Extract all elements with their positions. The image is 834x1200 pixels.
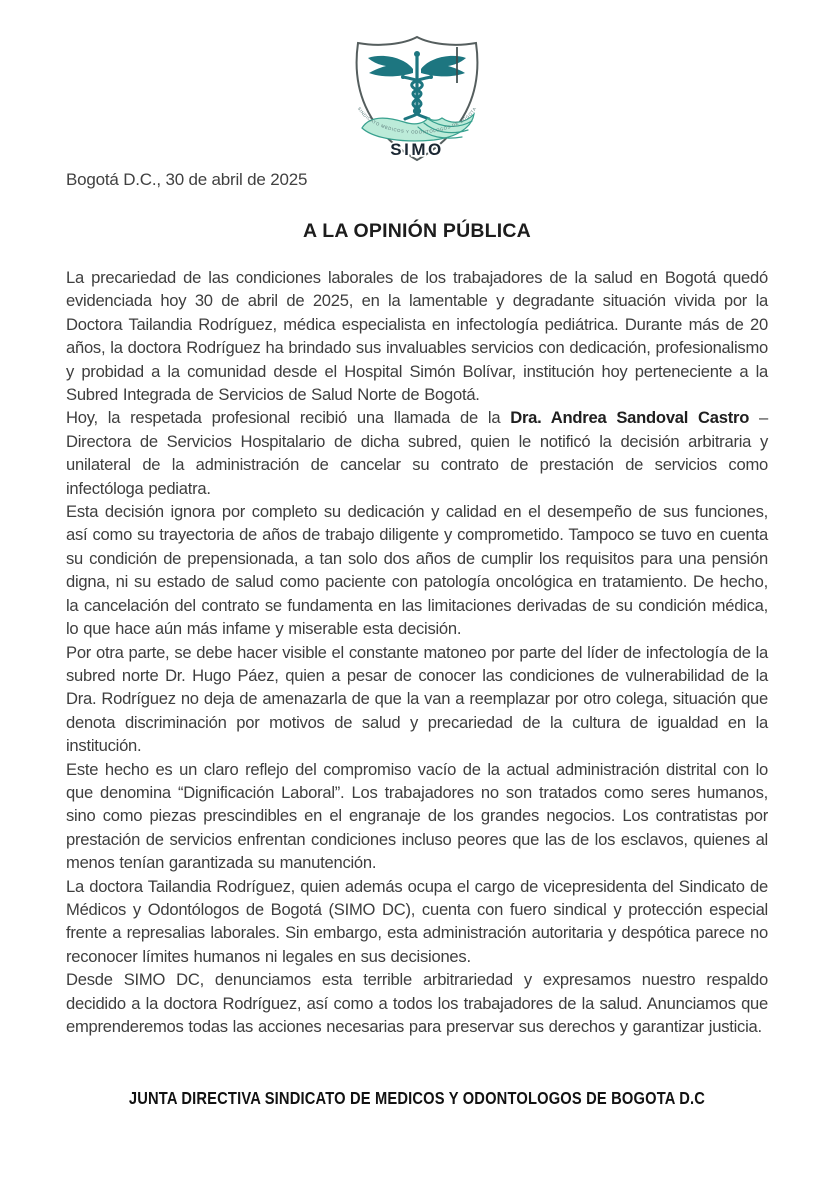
paragraph	[66, 500, 768, 640]
paragraph-text: La doctora Tailandia Rodríguez, quien además ocupa el cargo de vicepresidenta del Sindicato de Médicos y Odontólogos de Bogotá (SIMO DC), cuenta con fuero sindical y protección especial frente a represalias laborales. Sin embargo, esta administración autoritaria y despótica parece no reconocer límites humanos ni legales en sus decisiones.	[66, 876, 768, 966]
paragraph	[66, 266, 768, 406]
signature-footer: JUNTA DIRECTIVA SINDICATO DE MEDICOS Y ODONTOLOGOS DE BOGOTA D.C	[128, 1088, 706, 1109]
bold-person-name: Dra. Andrea Sandoval Castro	[510, 408, 750, 428]
paragraph-text: – Directora de Servicios Hospitalario de dicha subred, quien le notificó la decisión arbitraria y unilateral de la administración de cancelar su contrato de prestación de servicios como infectóloga pediatra.	[66, 408, 768, 498]
paragraph-text: La precariedad de las condiciones laborales de los trabajadores de la salud en Bogotá quedó evidenciada hoy 30 de abril de 2025, en la lamentable y degradante situación vivida por la Doctora Tailandia Rodríguez, médica especialista en infectología pediátrica. Durante más de 20 años, la doctora Rodríguez ha brindado sus invaluables servicios con dedicación, profesionalismo y probidad a la comunidad desde el Hospital Simón Bolívar, institución hoy perteneciente a la Subred Integrada de Servicios de Salud Norte de Bogotá.	[66, 268, 768, 405]
letter-body	[66, 266, 768, 1038]
paragraph	[66, 875, 768, 969]
paragraph	[66, 406, 768, 500]
date-line: Bogotá D.C., 30 de abril de 2025	[66, 170, 308, 189]
paragraph-text: Hoy, la respetada profesional recibió una llamada de la	[66, 408, 511, 428]
paragraph	[66, 758, 768, 875]
logo-arc-text: SINDICATO MEDICOS Y ODONTOLOGOS DE BOGOTA	[356, 106, 478, 135]
paragraph-text: Este hecho es un claro reflejo del compromiso vacío de la actual administración distrital con lo que denomina “Dignificación Laboral”. Los trabajadores no son tratados como seres humanos, sino como piezas prescindibles en el engranaje de los grandes negocios. Los contratistas por prestación de servicios enfrentan condiciones incluso peores que las de los esclavos, quienes al menos tenían garantizada su manutención.	[66, 759, 768, 873]
paragraph-text: Esta decisión ignora por completo su dedicación y calidad en el desempeño de sus funciones, así como su trayectoria de años de trabajo diligente y comprometido. Tampoco se tuvo en cuenta su condición de prepensionada, a tan solo dos años de cumplir los requisitos para una pensión digna, ni su estado de salud como paciente con patología oncológica en tratamiento. De hecho, la cancelación del contrato se fundamenta en las limitaciones derivadas de su condición médica, lo que hace aún más infame y miserable esta decisión.	[66, 502, 768, 639]
scan-artifact-mark	[456, 47, 458, 83]
paragraph-text: Por otra parte, se debe hacer visible el constante matoneo por parte del líder de infectología de la subred norte Dr. Hugo Páez, quien a pesar de conocer las condiciones de vulnerabilidad de la Dra. Rodríguez no deja de amenazarla de que la van a reemplazar por otro colega, situación que denota discriminación por motivos de salud y precariedad de la cultura de igualdad en la institución.	[66, 642, 768, 756]
simo-union-logo	[332, 33, 502, 163]
logo-wordmark: SIMO	[390, 140, 444, 159]
simo-logo-svg	[332, 33, 502, 163]
page-title: A LA OPINIÓN PÚBLICA	[303, 220, 531, 242]
paragraph	[66, 641, 768, 758]
letter-page	[66, 170, 768, 1109]
paragraph-text: Desde SIMO DC, denunciamos esta terrible arbitrariedad y expresamos nuestro respaldo decidido a la doctora Rodríguez, así como a todos los trabajadores de la salud. Anunciamos que emprenderemos todas las acciones necesarias para preservar sus derechos y garantizar justicia.	[66, 970, 768, 1036]
paragraph	[66, 968, 768, 1038]
